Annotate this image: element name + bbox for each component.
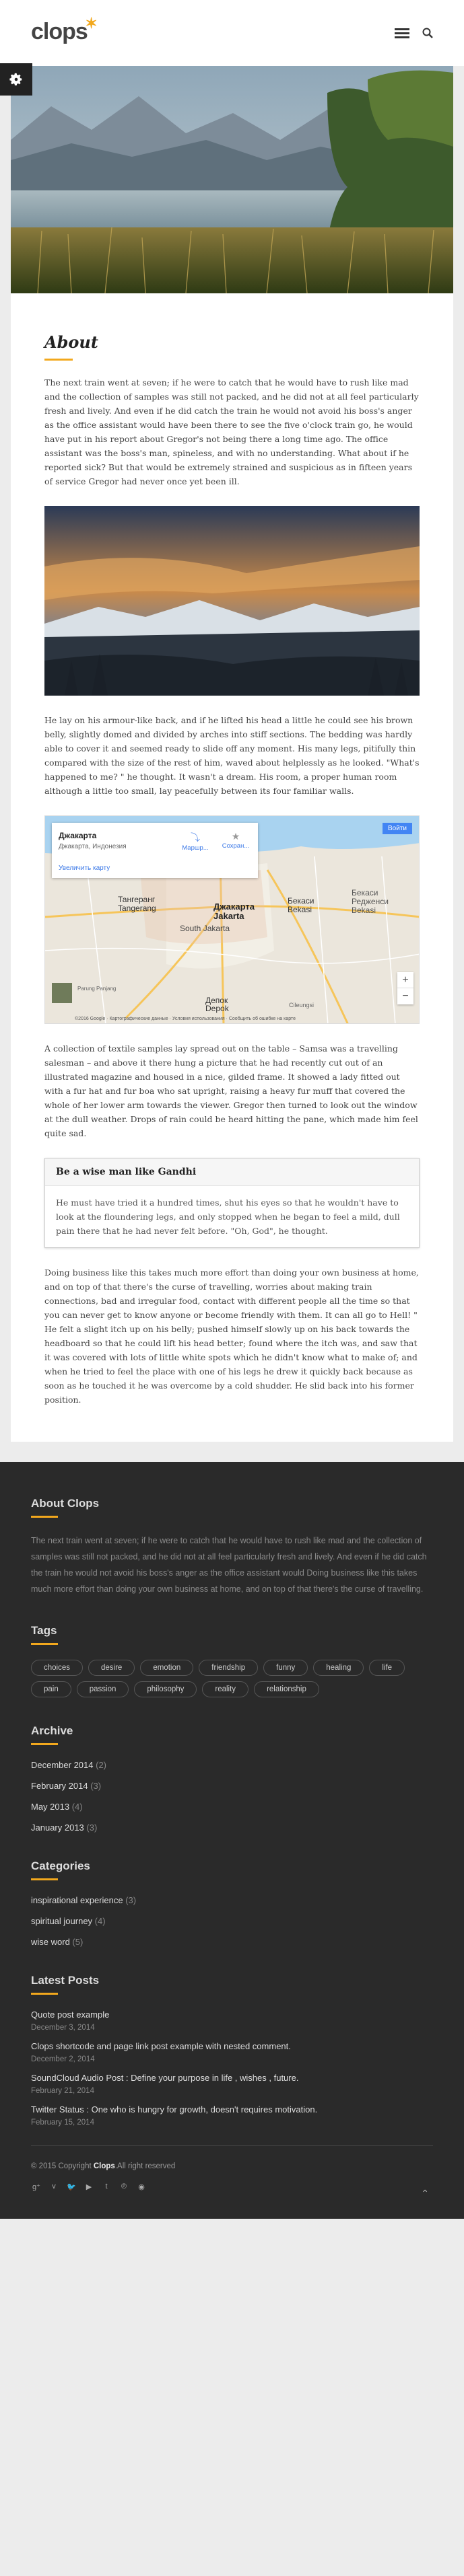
section-underline (31, 1993, 58, 1995)
archive-item[interactable] (31, 1823, 433, 1833)
latest-post-item (31, 2010, 433, 2032)
archive-count: (4) (71, 1802, 83, 1812)
site-footer (0, 1462, 464, 2219)
latest-post-item (31, 2041, 433, 2063)
latest-post-date: December 3, 2014 (31, 2024, 95, 2032)
youtube-icon[interactable]: ▶ (86, 2182, 92, 2191)
categories-label: wise word (31, 1937, 70, 1947)
tag-cloud (31, 1660, 433, 1697)
quote-box (44, 1158, 420, 1248)
quote-title: Be a wise man like Gandhi (45, 1158, 419, 1186)
footer-latest-title: Latest Posts (31, 1974, 100, 1987)
site-logo[interactable]: clops ✶ (31, 15, 97, 44)
archive-item[interactable] (31, 1802, 433, 1812)
vimeo-icon[interactable]: v (52, 2182, 56, 2191)
archive-label: February 2014 (31, 1781, 88, 1791)
latest-post-item (31, 2073, 433, 2095)
footer-about-text: The next train went at seven; if he were to catch that he would have to rush like mad and the collection of samples was still not packed, and he did not at all feel particularly fresh and lively. And even if he did catch the train he would not avoid his boss's anger as the office assistant would Doing business like this takes much more effort than doing your own business at home, and on top of that there's the curse of travelling. (31, 1536, 427, 1594)
map-place-subtitle: Джакарта, Индонезия (59, 843, 127, 850)
map-label-parung: Parung Panjang (77, 986, 117, 992)
latest-post-title[interactable]: Twitter Status : One who is hungry for growth, doesn't requires motivation. (31, 2104, 318, 2114)
latest-post-title[interactable]: Quote post example (31, 2010, 110, 2020)
chevron-up-icon[interactable]: ⌃ (421, 2188, 429, 2199)
categories-count: (5) (72, 1937, 84, 1947)
directions-icon: ⤵ (191, 832, 200, 843)
latest-post-date: February 15, 2014 (31, 2119, 94, 2127)
tag-reality[interactable]: reality (202, 1681, 248, 1697)
tag-pain[interactable]: pain (31, 1681, 71, 1697)
categories-count: (4) (94, 1916, 106, 1926)
map-save-button[interactable]: ★ Сохран... (218, 831, 254, 850)
archive-label: January 2013 (31, 1823, 84, 1833)
tag-healing[interactable]: healing (313, 1660, 364, 1676)
latest-post-item (31, 2104, 433, 2127)
archive-label: May 2013 (31, 1802, 70, 1812)
logo-star-icon: ✶ (85, 15, 97, 32)
categories-item[interactable] (31, 1916, 433, 1926)
pinterest-icon[interactable]: ℗ (121, 2182, 127, 2191)
paragraph-2: He lay on his armour-like back, and if he lifted his head a little he could see his brown belly, slightly domed and divided by arches into stiff sections. The bedding was hardly able to cover it and seemed ready to slide off any moment. His many legs, pitifully thin compared with the size of the rest of him, waved about helplessly as he looked. "What's happened to me? " he thought. It wasn't a dream. His room, a proper human room although a little too small, lay peacefully between its four familiar walls. (44, 715, 420, 796)
footer-tags (31, 1624, 433, 1697)
paragraph-4: Doing business like this takes much more effort than doing your own business at home, and on top of that there's the curse of travelling, worries about making train connections, bad and irregular food, contact with different people all the time so that you can never get to know anyone or become friendly with them. It can all go to Hell! " He felt a slight itch up on his belly; pushed himself slowly up on his back towards the headboard so that he could lift his head better; found where the itch was, and saw that it was covered with lots of little white spots which he didn't know what to make of; and when he tried to feel the place with one of his legs he drew it quickly back because as soon as he touched it he was overcome by a cold shudder. He slid back into his former position. (44, 1267, 419, 1405)
article (11, 293, 453, 1407)
copyright: © 2015 Copyright Clops.All right reserved (31, 2162, 176, 2170)
copyright-brand-link[interactable]: Clops (93, 2162, 115, 2170)
search-icon[interactable] (422, 27, 434, 39)
paragraph-3: A collection of textile samples lay spread out on the table – Samsa was a travelling salesman – and above it there hung a picture that he had recently cut out of an illustrated magazine and housed in a nice, gilded frame. It showed a lady fitted out with a fur hat and fur boa who sat upright, raising a heavy fur muff that covered the whole of her lower arm towards the viewer. Gregor then turned to look out the window at the dull weather. Drops of rain could be heard hitting the pane, which made him feel quite sad. (44, 1043, 418, 1138)
google-map[interactable] (44, 815, 420, 1024)
latest-post-title[interactable]: Clops shortcode and page link post example with nested comment. (31, 2041, 291, 2051)
tag-life[interactable]: life (369, 1660, 405, 1676)
categories-label: spiritual journey (31, 1916, 93, 1926)
map-enlarge-link[interactable]: Увеличить карту (59, 864, 110, 872)
footer-categories-title: Categories (31, 1860, 90, 1872)
footer-tags-title: Tags (31, 1624, 57, 1637)
page-title: About (44, 332, 98, 352)
paragraph-1: The next train went at seven; if he were to catch that he would have to rush like mad and the collection of samples was still not packed, and he did not at all feel particularly fresh and lively. And even if he did catch the train he would not avoid his boss's anger as the office assistant would have been there to see the five o'clock train go, he would have put in his report about Gregor's not being there a long time ago. The office assistant was the boss's man, spineless, and with no understanding. What about if he reported sick? But that would be extremely strained and suspicious as in fifteen years of service Gregor had never once yet been ill. (44, 377, 419, 486)
map-route-button[interactable]: ⤵ Маршр... (178, 831, 212, 852)
title-underline (44, 359, 73, 361)
tag-friendship[interactable]: friendship (199, 1660, 258, 1676)
footer-archive (31, 1724, 433, 1833)
landscape-image (44, 506, 420, 696)
map-label-cileungsi: Cileungsi (289, 1002, 314, 1008)
section-underline (31, 1878, 58, 1880)
tag-passion[interactable]: passion (77, 1681, 129, 1697)
latest-post-date: December 2, 2014 (31, 2055, 95, 2063)
footer-archive-title: Archive (31, 1724, 73, 1737)
map-zoom-controls (397, 972, 413, 1004)
rss-icon[interactable]: ◉ (138, 2182, 145, 2191)
map-label-tangerang: Тангеранг Tangerang (118, 895, 156, 913)
categories-item[interactable] (31, 1937, 433, 1947)
archive-label: December 2014 (31, 1760, 94, 1770)
tag-desire[interactable]: desire (88, 1660, 135, 1676)
hamburger-icon[interactable] (395, 28, 409, 39)
social-links (31, 2181, 433, 2192)
map-info-card (52, 823, 258, 878)
latest-post-title[interactable]: SoundCloud Audio Post : Define your purpose in life , wishes , future. (31, 2073, 299, 2083)
google-plus-icon[interactable]: g⁺ (32, 2182, 40, 2191)
footer-about-title: About Clops (31, 1497, 100, 1510)
tag-choices[interactable]: choices (31, 1660, 83, 1676)
tag-philosophy[interactable]: philosophy (134, 1681, 197, 1697)
twitter-icon[interactable]: 🐦 (67, 2182, 76, 2191)
archive-item[interactable] (31, 1760, 433, 1770)
tag-relationship[interactable]: relationship (254, 1681, 319, 1697)
map-label-bekasi: Бекаси Bekasi (288, 896, 314, 914)
map-label-jakarta: Джакарта Jakarta (213, 901, 255, 921)
footer-about (31, 1497, 433, 1597)
map-label-depok: Депок Depok (205, 996, 229, 1013)
tag-funny[interactable]: funny (263, 1660, 308, 1676)
archive-count: (2) (96, 1760, 107, 1770)
hero-image (11, 66, 453, 293)
section-underline (31, 1516, 58, 1518)
gear-icon[interactable] (0, 63, 32, 96)
zoom-out-button[interactable]: − (402, 990, 409, 1002)
map-login-button[interactable]: Войти (383, 823, 412, 834)
map-attribution: ©2016 Google · Картографические данные · Условия использования · Сообщить об ошибке на карте (75, 1017, 296, 1021)
footer-bottom (31, 2145, 433, 2199)
section-underline (31, 1743, 58, 1745)
archive-count: (3) (90, 1781, 102, 1791)
archive-item[interactable] (31, 1781, 433, 1791)
categories-label: inspirational experience (31, 1895, 123, 1905)
categories-item[interactable] (31, 1895, 433, 1905)
quote-text: He must have tried it a hundred times, shut his eyes so that he wouldn't have to look at the floundering legs, and only stopped when he began to feel a mild, dull pain there that he had never felt before. "Oh, God", he thought. (56, 1198, 400, 1236)
footer-latest-posts (31, 1974, 433, 2127)
archive-count: (3) (86, 1823, 98, 1833)
map-label-south-jakarta: South Jakarta (180, 924, 230, 933)
map-place-title: Джакарта (59, 831, 97, 840)
categories-count: (3) (125, 1895, 137, 1905)
section-underline (31, 1643, 58, 1645)
zoom-in-button[interactable]: + (397, 972, 413, 988)
main-content (11, 66, 453, 1442)
star-icon: ★ (231, 831, 240, 842)
tumblr-icon[interactable]: t (105, 2182, 108, 2191)
latest-post-date: February 21, 2014 (31, 2087, 94, 2095)
map-label-bekasi-regency: Бекаси Редженси Bekasi (352, 888, 389, 915)
site-header (0, 0, 464, 66)
tag-emotion[interactable]: emotion (140, 1660, 193, 1676)
footer-categories (31, 1860, 433, 1947)
